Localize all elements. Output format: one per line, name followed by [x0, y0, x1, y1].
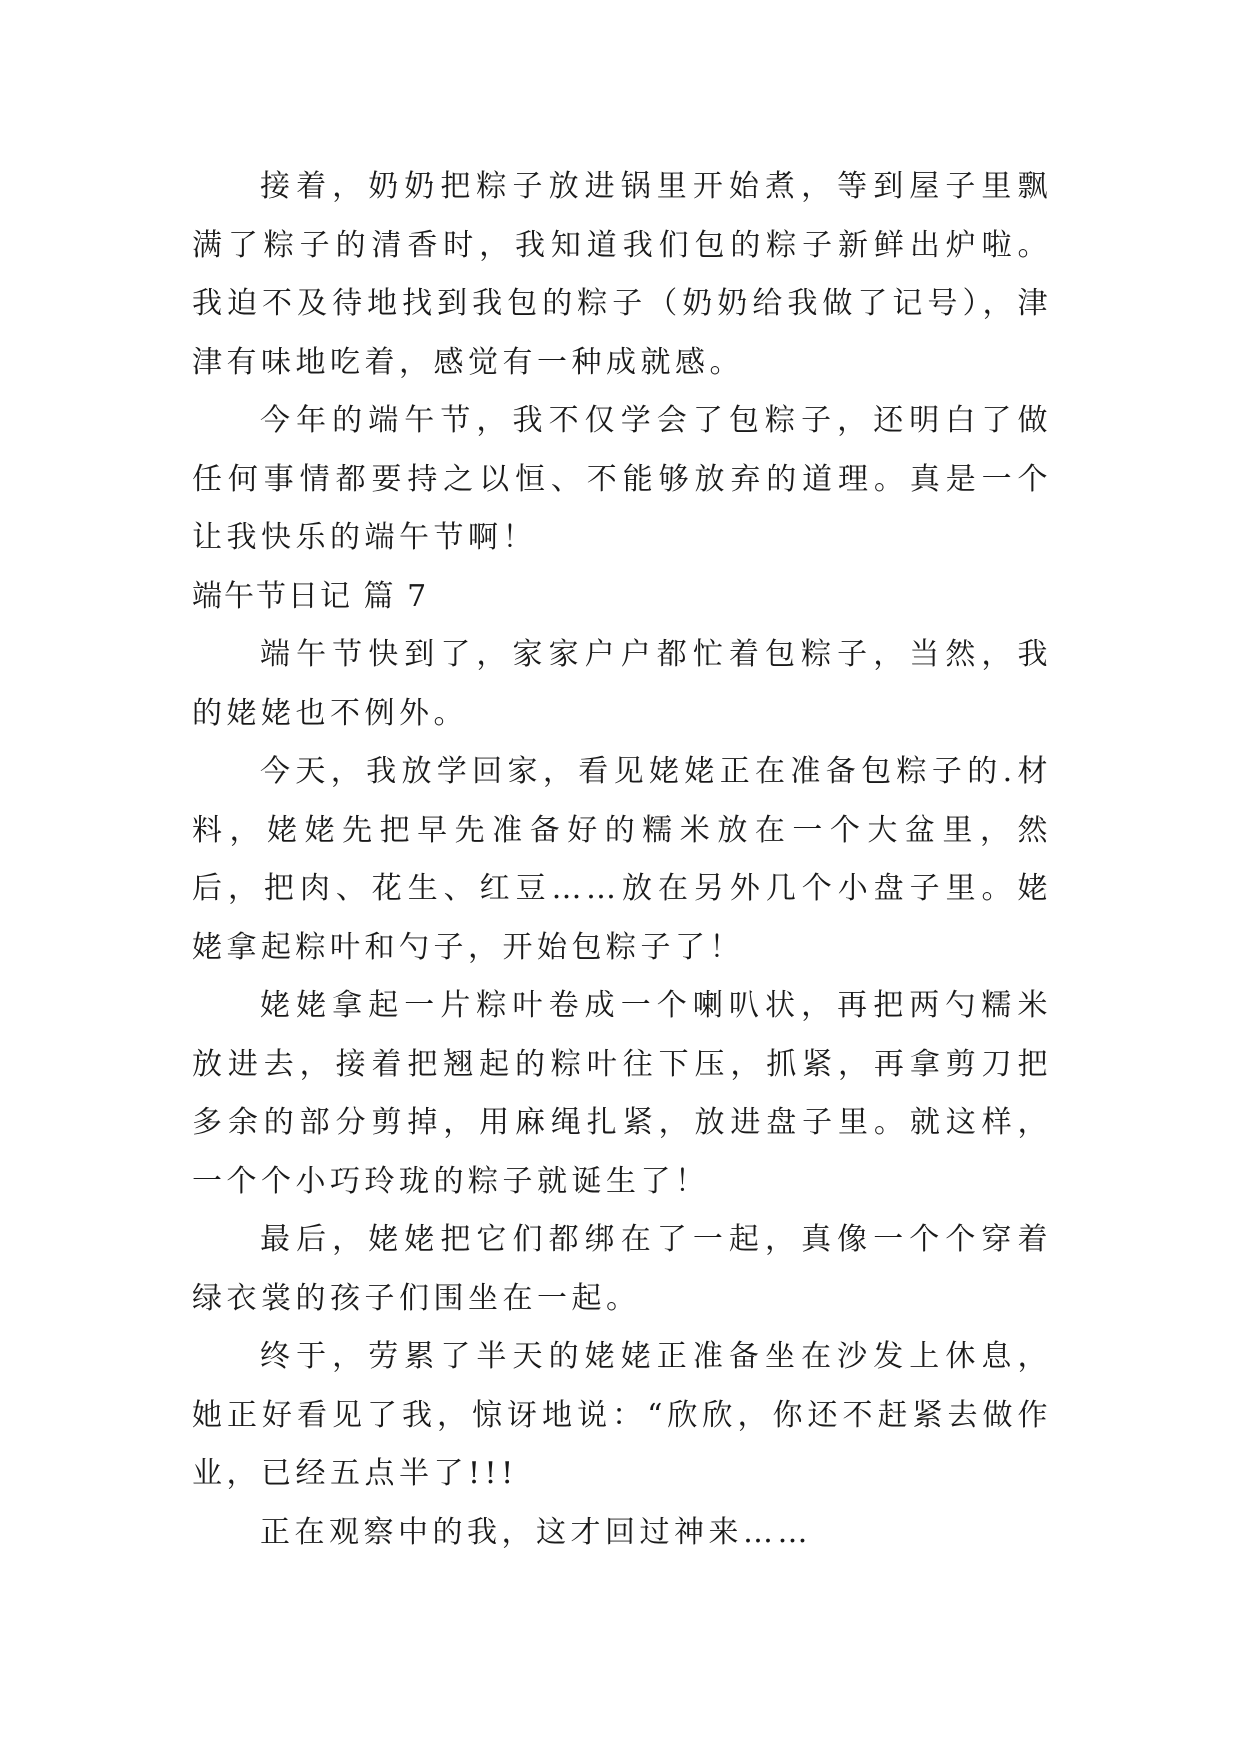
- paragraph: 接着，奶奶把粽子放进锅里开始煮，等到屋子里飘满了粽子的清香时，我知道我们包的粽子新鲜出炉啦。我迫不及待地找到我包的粽子（奶奶给我做了记号），津津有味地吃着，感觉有一种成就感。: [192, 169, 1052, 380]
- paragraph: 姥姥拿起一片粽叶卷成一个喇叭状，再把两勺糯米放进去，接着把翘起的粽叶往下压，抓紧，再拿剪刀把多余的部分剪掉，用麻绳扎紧，放进盘子里。就这样，一个个小巧玲珑的粽子就诞生了！: [192, 988, 1052, 1199]
- document-body: [192, 158, 1052, 1562]
- paragraph: 终于，劳累了半天的姥姥正准备坐在沙发上休息，她正好看见了我，惊讶地说：“欣欣，你还不赶紧去做作业，已经五点半了!!!: [192, 1339, 1052, 1491]
- paragraph: 最后，姥姥把它们都绑在了一起，真像一个个穿着绿衣裳的孩子们围坐在一起。: [192, 1222, 1052, 1316]
- paragraph: 今天，我放学回家，看见姥姥正在准备包粽子的.材料，姥姥先把早先准备好的糯米放在一个大盆里，然后，把肉、花生、红豆……放在另外几个小盘子里。姥姥拿起粽叶和勺子，开始包粽子了！: [192, 754, 1052, 965]
- section-heading: 端午节日记 篇 7: [192, 578, 429, 614]
- paragraph: 今年的端午节，我不仅学会了包粽子，还明白了做任何事情都要持之以恒、不能够放弃的道理。真是一个让我快乐的端午节啊！: [192, 403, 1052, 555]
- paragraph: 正在观察中的我，这才回过神来……: [260, 1514, 812, 1550]
- paragraph: 端午节快到了，家家户户都忙着包粽子，当然，我的姥姥也不例外。: [192, 637, 1052, 731]
